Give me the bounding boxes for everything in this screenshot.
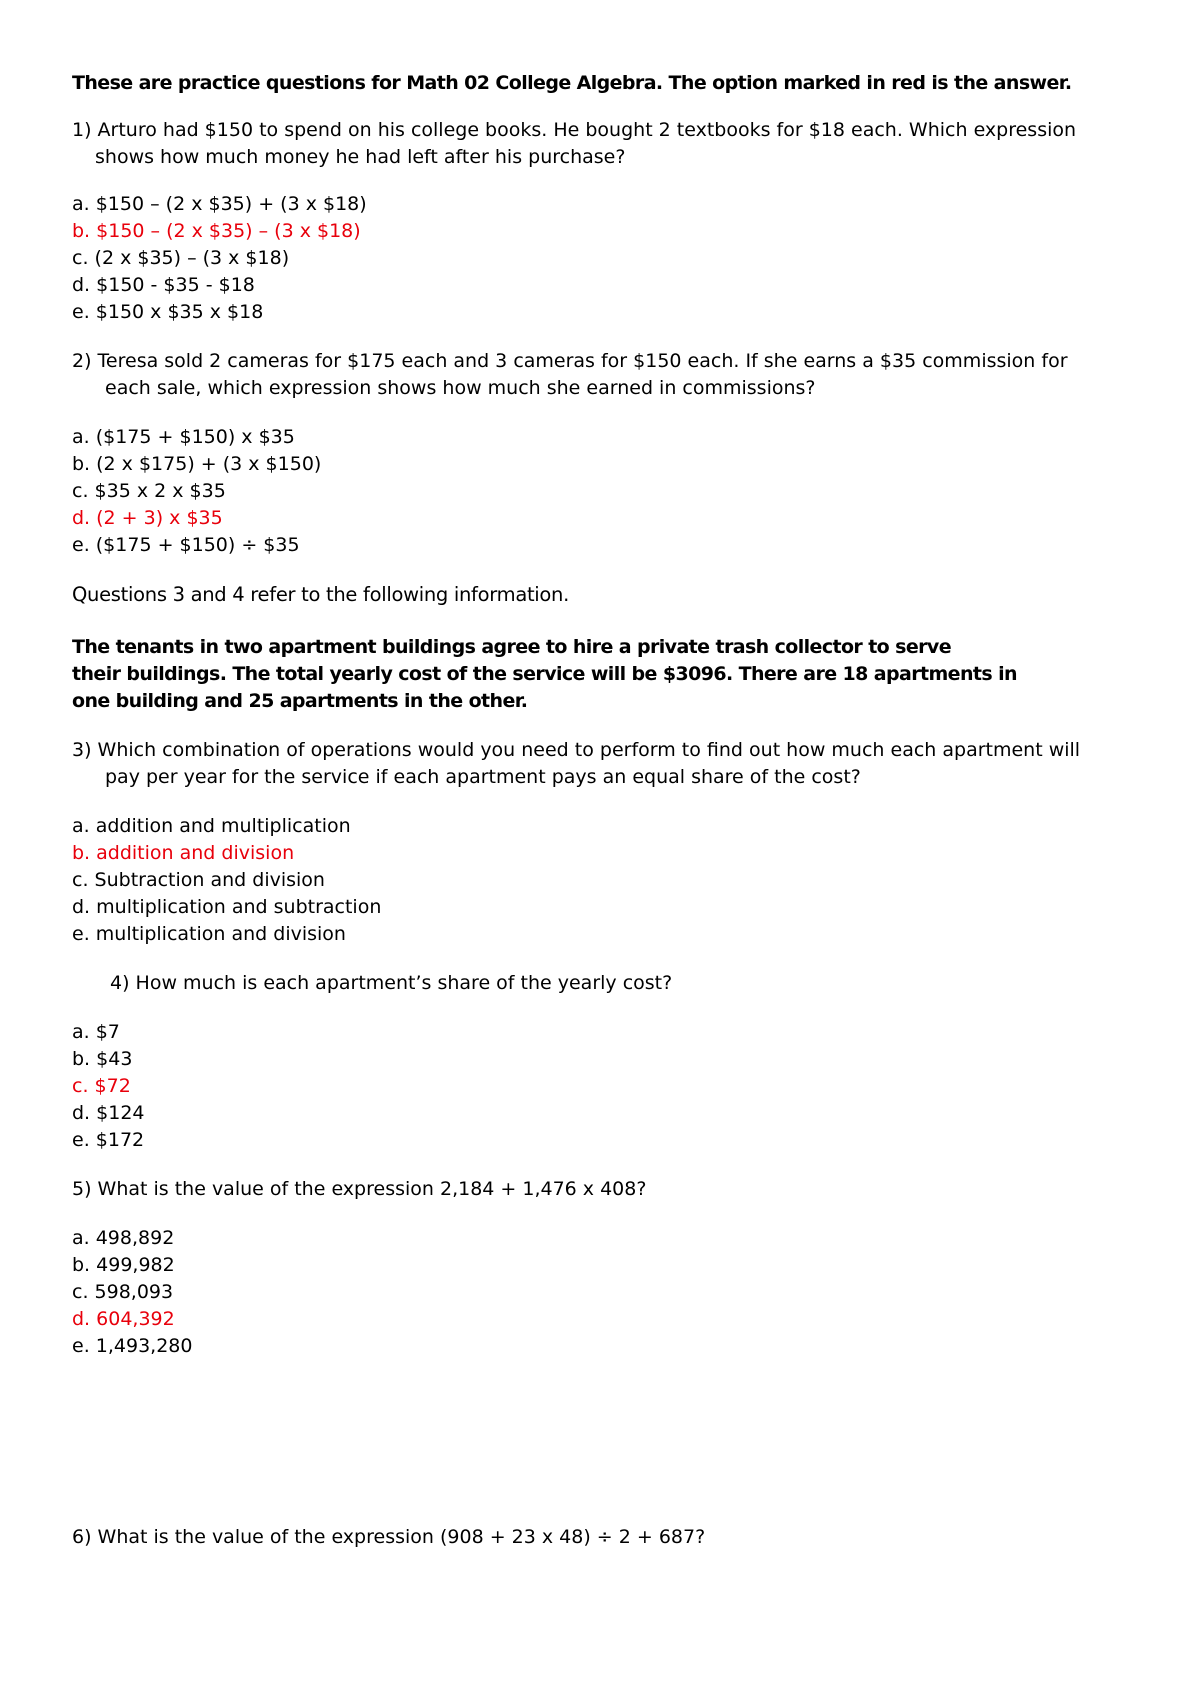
question-2-text-cont: each sale, which expression shows how much she earned in commissions? xyxy=(105,377,816,399)
q4-option-e: e. $172 xyxy=(72,1129,145,1151)
question-1 xyxy=(72,117,1132,326)
intro-text: These are practice questions for Math 02 College Algebra. The option marked in red is the answer. xyxy=(72,72,1072,94)
info-heading: Questions 3 and 4 refer to the following information. xyxy=(72,583,570,606)
question-5-text: 5) What is the value of the expression 2,184 + 1,476 x 408? xyxy=(72,1178,647,1200)
question-3-text: 3) Which combination of operations would you need to perform to find out how much each apartment will xyxy=(72,739,1081,761)
q5-option-e: e. 1,493,280 xyxy=(72,1335,193,1357)
q2-option-a: a. ($175 + $150) x $35 xyxy=(72,426,295,448)
question-4-text: 4) How much is each apartment’s share of the yearly cost? xyxy=(110,972,673,994)
info-line-3: one building and 25 apartments in the other. xyxy=(72,690,528,712)
q1-option-a: a. $150 – (2 x $35) + (3 x $18) xyxy=(72,193,367,215)
question-1-text-cont: shows how much money he had left after his purchase? xyxy=(95,146,626,168)
q3-option-c: c. Subtraction and division xyxy=(72,869,325,891)
question-5 xyxy=(72,1176,1132,1360)
question-3-text-cont: pay per year for the service if each apartment pays an equal share of the cost? xyxy=(105,766,861,788)
question-4 xyxy=(72,970,1132,1154)
q4-option-c-answer: c. $72 xyxy=(72,1075,131,1097)
info-paragraph xyxy=(72,634,1132,715)
question-6-text: 6) What is the value of the expression (908 + 23 x 48) ÷ 2 + 687? xyxy=(72,1526,706,1548)
q1-option-d: d. $150 - $35 - $18 xyxy=(72,274,255,296)
info-line-2: their buildings. The total yearly cost of the service will be $3096. There are 18 apartments in xyxy=(72,663,1017,685)
q4-option-b: b. $43 xyxy=(72,1048,133,1070)
info-line-1: The tenants in two apartment buildings agree to hire a private trash collector to serve xyxy=(72,636,951,658)
q3-option-b-answer: b. addition and division xyxy=(72,842,295,864)
q2-option-d-answer: d. (2 + 3) x $35 xyxy=(72,507,223,529)
question-1-text: 1) Arturo had $150 to spend on his college books. He bought 2 textbooks for $18 each. Which expression xyxy=(72,119,1077,141)
q3-option-e: e. multiplication and division xyxy=(72,923,346,945)
q5-option-b: b. 499,982 xyxy=(72,1254,175,1276)
q5-option-a: a. 498,892 xyxy=(72,1227,175,1249)
q4-option-d: d. $124 xyxy=(72,1102,145,1124)
q3-option-d: d. multiplication and subtraction xyxy=(72,896,382,918)
question-6 xyxy=(72,1524,1132,1551)
q2-option-c: c. $35 x 2 x $35 xyxy=(72,480,226,502)
q4-option-a: a. $7 xyxy=(72,1021,120,1043)
q5-option-c: c. 598,093 xyxy=(72,1281,174,1303)
q3-option-a: a. addition and multiplication xyxy=(72,815,351,837)
q2-option-e: e. ($175 + $150) ÷ $35 xyxy=(72,534,300,556)
question-2-text: 2) Teresa sold 2 cameras for $175 each and 3 cameras for $150 each. If she earns a $35 commission for xyxy=(72,350,1068,372)
question-3 xyxy=(72,737,1132,948)
q1-option-b-answer: b. $150 – (2 x $35) – (3 x $18) xyxy=(72,220,361,242)
question-2 xyxy=(72,348,1132,559)
q2-option-b: b. (2 x $175) + (3 x $150) xyxy=(72,453,322,475)
q5-option-d-answer: d. 604,392 xyxy=(72,1308,175,1330)
document-page xyxy=(72,70,1132,1551)
q1-option-c: c. (2 x $35) – (3 x $18) xyxy=(72,247,290,269)
q1-option-e: e. $150 x $35 x $18 xyxy=(72,301,264,323)
